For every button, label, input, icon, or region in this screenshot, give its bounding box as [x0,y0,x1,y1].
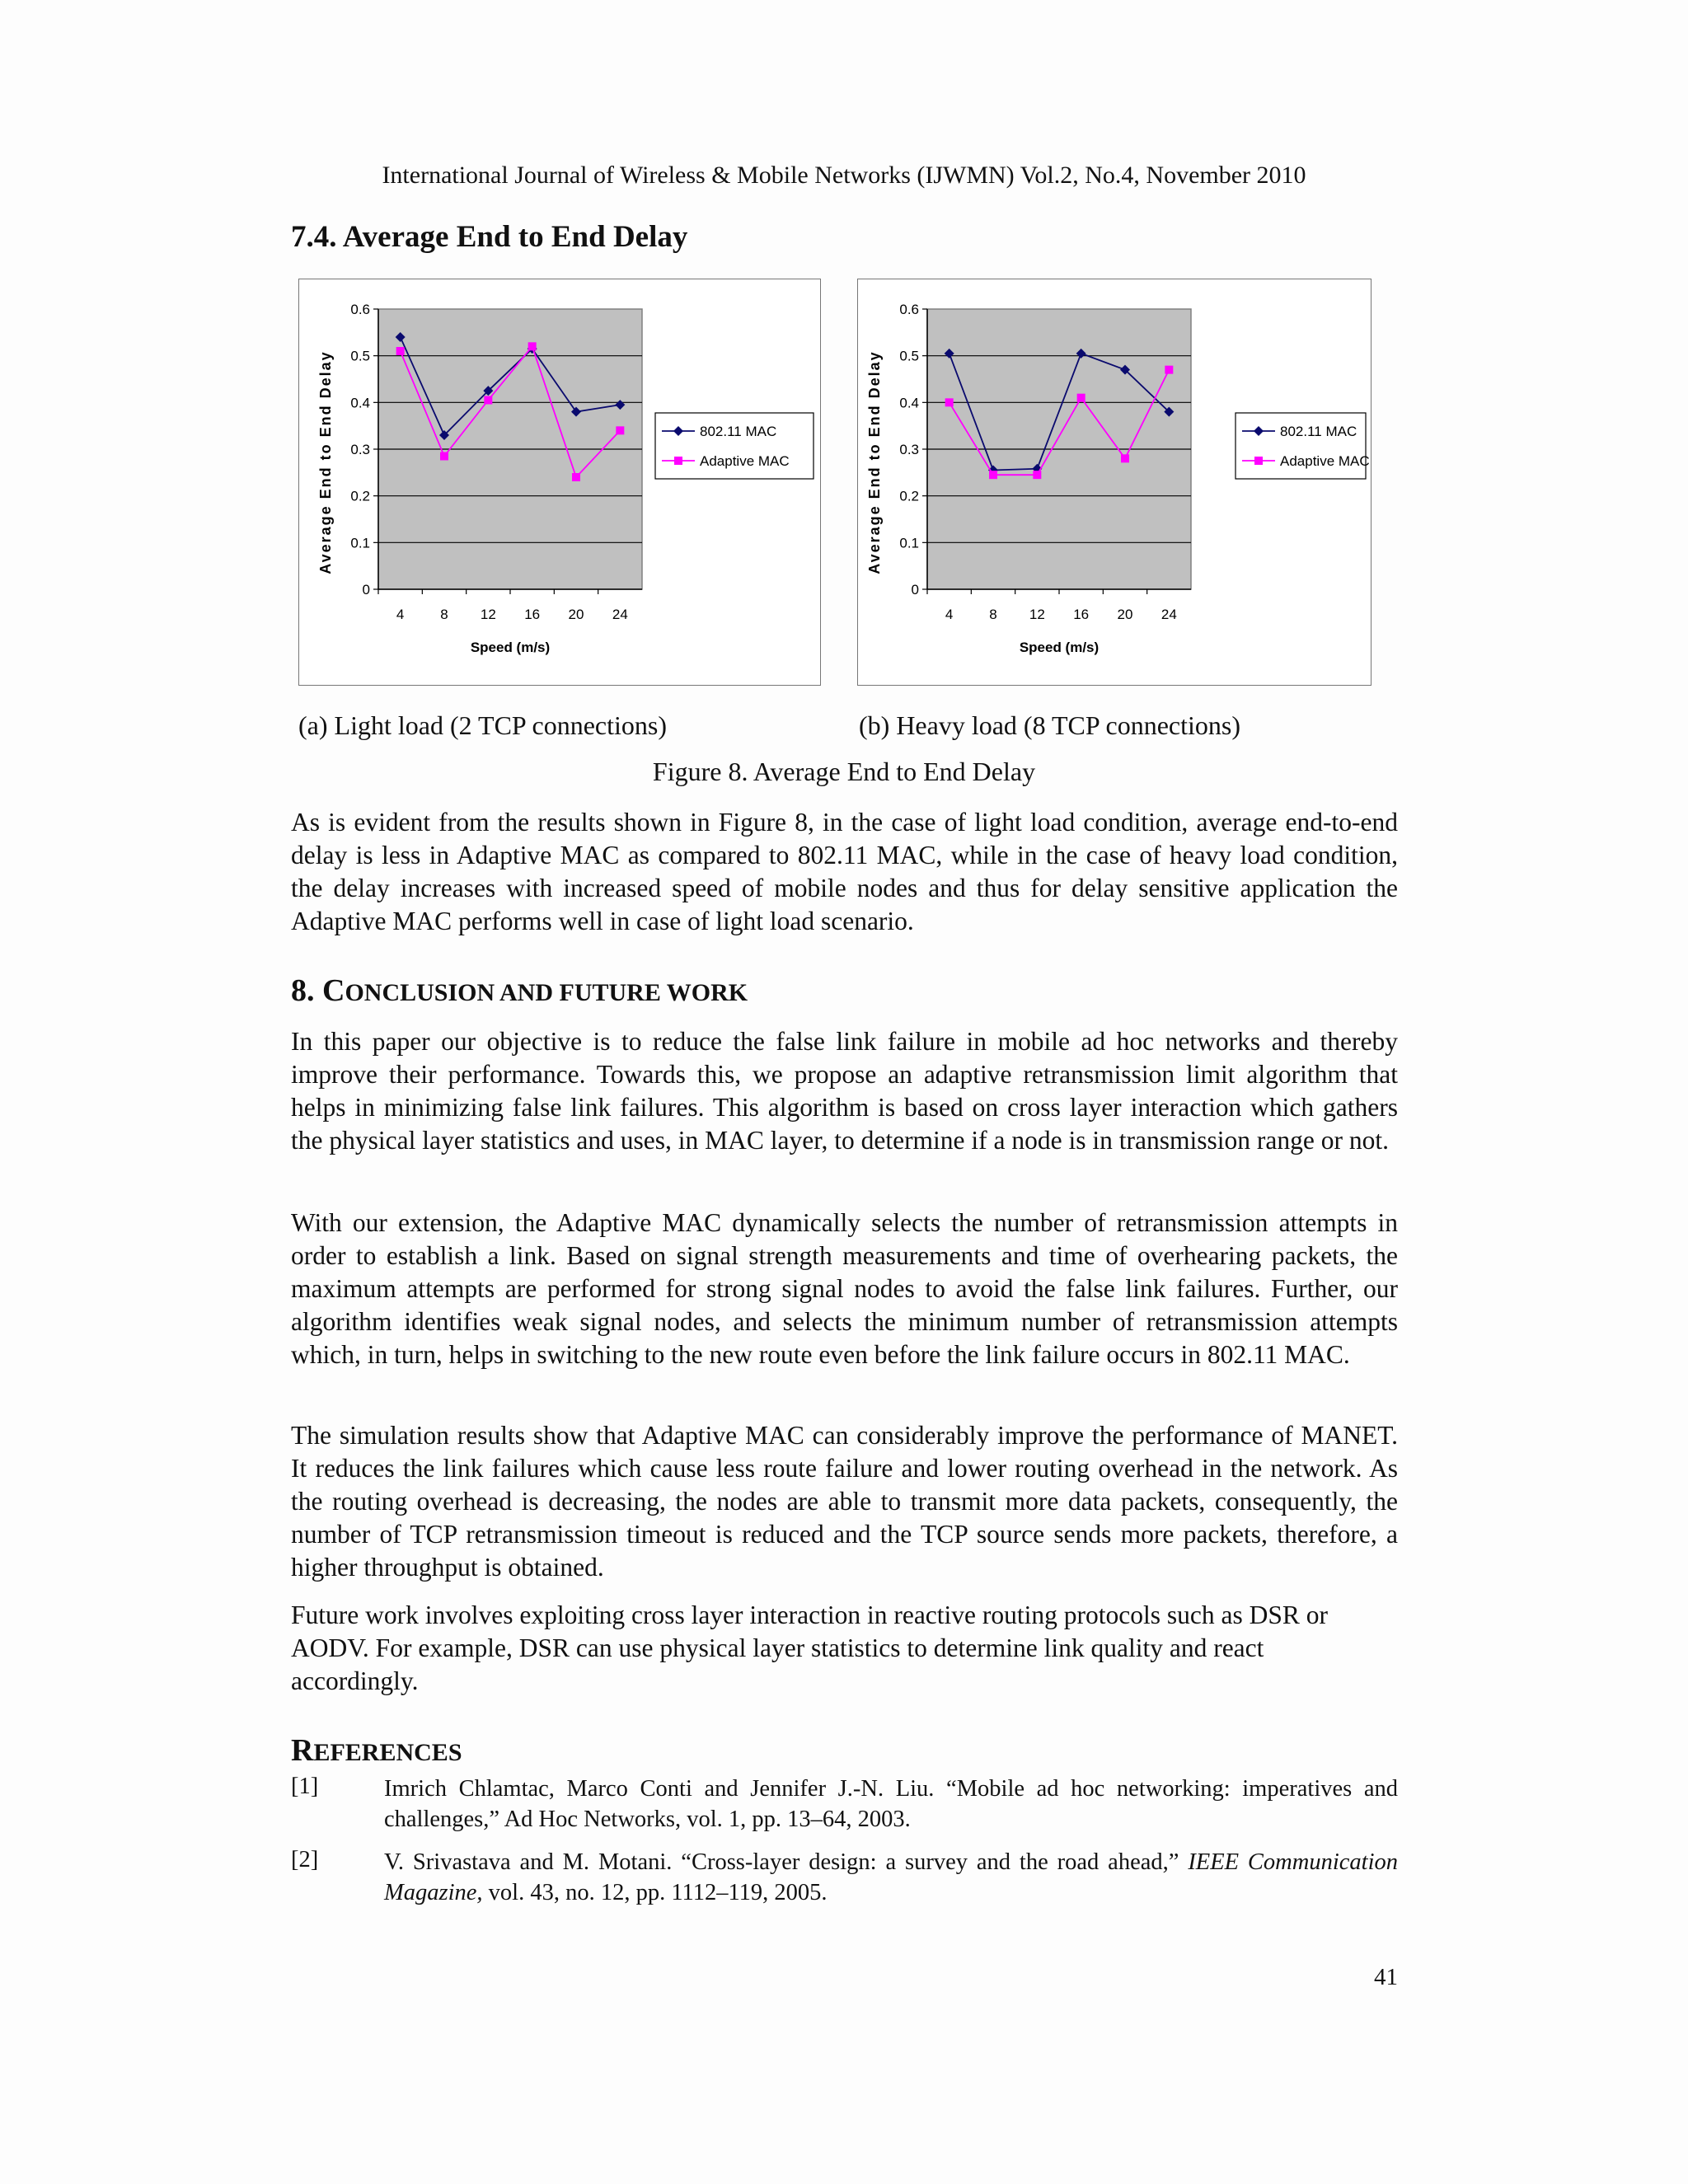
chart-a-frame [298,279,821,686]
x-axis-label: Speed (m/s) [470,640,551,655]
data-point [1077,394,1085,402]
x-tick-label: 8 [989,607,997,622]
y-tick-label: 0.3 [899,442,919,457]
data-point [440,452,448,461]
x-tick-label: 4 [945,607,954,622]
y-tick-label: 0 [362,582,370,598]
x-tick-label: 12 [1029,607,1045,622]
y-axis-label: Average End to End Delay [317,350,334,574]
legend-label-0: 802.11 MAC [1280,424,1357,439]
data-point [396,347,405,355]
x-tick-label: 8 [440,607,448,622]
x-tick-label: 4 [396,607,405,622]
y-tick-label: 0 [911,582,919,598]
running-header: International Journal of Wireless & Mobile Networks (IJWMN) Vol.2, No.4, November 2010 [382,162,1306,189]
x-tick-label: 20 [568,607,584,622]
results-paragraph: As is evident from the results shown in Figure 8, in the case of light load condition, average end-to-end delay is less in Adaptive MAC as compared to 802.11 MAC, while in the case of heavy load condition, the delay increases with increased speed of mobile nodes and thus for delay sensitive application the Adaptive MAC performs well in case of light load scenario. [291,808,1398,935]
page-number: 41 [1374,1964,1398,1990]
x-tick-label: 12 [480,607,496,622]
conclusion-paragraph-2: With our extension, the Adaptive MAC dynamically selects the number of retransmission attempts in order to establish a link. Based on signal strength measurements and time of overhearing packets, the maximum attempts are performed for strong signal nodes to avoid the false link failures. Further, our algorithm identifies weak signal nodes, and selects the minimum number of retransmission attempts which, in turn, helps in switching to the new route even before the link failure occurs in 802.11 MAC. [291,1208,1398,1369]
legend-label-1: Adaptive MAC [700,453,790,469]
legend-box [655,413,814,479]
conclusion-paragraph-3: The simulation results show that Adaptive MAC can considerably improve the performance of MANET. It reduces the link failures which cause less route failure and lower routing overhead in the network. As the routing overhead is decreasing, the nodes are able to transmit more data packets, consequently, the number of TCP retransmission timeout is reduced and the TCP source sends more packets, therefore, a higher throughput is obtained. [291,1421,1398,1582]
y-tick-label: 0.1 [899,535,919,551]
section-8-number: 8. C [291,973,345,1008]
y-tick-label: 0.1 [350,535,370,551]
x-tick-label: 20 [1117,607,1133,622]
reference-2-authors-title: V. Srivastava and M. Motani. “Cross-layer design: a survey and the road ahead,” [384,1849,1189,1875]
subcaption-a: (a) Light load (2 TCP connections) [298,710,668,740]
reference-2-details: vol. 43, no. 12, pp. 1112–119, 2005. [482,1880,828,1905]
legend-label-1: Adaptive MAC [1280,453,1370,469]
chart-b-frame [857,279,1372,686]
data-point [616,426,624,434]
data-point [528,342,537,350]
references-heading [291,1732,462,1769]
x-tick-label: 16 [1073,607,1090,622]
y-tick-label: 0.2 [350,488,370,504]
section-8-title: ONCLUSION AND FUTURE WORK [345,979,748,1006]
x-axis-label: Speed (m/s) [1019,640,1100,655]
data-point [945,398,954,406]
data-point [1033,471,1041,479]
conclusion-paragraph-4: Future work involves exploiting cross layer interaction in reactive routing protocols such as DSR or AODV. For example, DSR can use physical layer statistics to determine link quality and react accordingly. [291,1601,1328,1695]
reference-2-text [384,1847,1398,1908]
legend-box [1236,413,1366,479]
references-heading-rest: EFERENCES [313,1739,462,1766]
reference-1-number: [1] [291,1774,319,1799]
section-7-4-heading: 7.4. Average End to End Delay [291,220,688,254]
y-tick-label: 0.3 [350,442,370,457]
section-8-heading [291,972,748,1009]
y-tick-label: 0.4 [899,395,919,411]
data-point [572,473,580,481]
data-point [1165,366,1173,374]
references-heading-first: R [291,1733,314,1768]
y-tick-label: 0.5 [350,348,370,364]
y-tick-label: 0.4 [350,395,370,411]
y-tick-label: 0.5 [899,348,919,364]
chart-a [299,279,820,685]
reference-2-venue: IEEE Communication Magazine, [384,1849,1399,1905]
legend-label-0: 802.11 MAC [700,424,777,439]
x-tick-label: 24 [612,607,628,622]
conclusion-paragraph-1: In this paper our objective is to reduce the false link failure in mobile ad hoc networks and thereby improve their performance. Towards this, we propose an adaptive retransmission limit algorithm that helps in minimizing false link failures. This algorithm is based on cross layer interaction which gathers the physical layer statistics and uses, in MAC layer, to determine if a node is in transmission range or not. [291,1027,1398,1155]
data-point [1121,454,1129,462]
legend-marker-1 [674,457,682,465]
data-point [484,396,492,405]
y-tick-label: 0.2 [899,488,919,504]
subcaption-b: (b) Heavy load (8 TCP connections) [859,710,1240,740]
reference-2-number: [2] [291,1847,319,1872]
x-tick-label: 24 [1160,607,1177,622]
chart-b [858,279,1371,685]
y-tick-label: 0.6 [899,302,919,317]
legend-marker-1 [1254,457,1263,465]
y-axis-label: Average End to End Delay [866,350,883,574]
figure-caption: Figure 8. Average End to End Delay [652,757,1036,786]
reference-1-text: Imrich Chlamtac, Marco Conti and Jennifer J.-N. Liu. “Mobile ad hoc networking: imperatives and challenges,” Ad Hoc Networks, vol. 1, pp. 13–64, 2003. [384,1776,1398,1832]
data-point [989,471,997,479]
y-tick-label: 0.6 [350,302,370,317]
x-tick-label: 16 [524,607,541,622]
